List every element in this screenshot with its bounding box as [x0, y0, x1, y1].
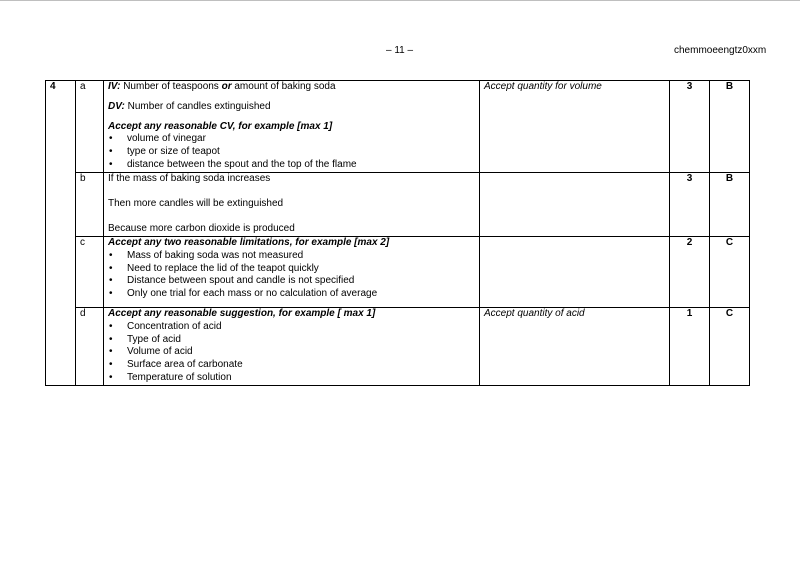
- suggestion-bullet-list: [108, 321, 475, 385]
- list-item: • type or size of teapot: [108, 146, 475, 159]
- table-row-part-d: [46, 308, 750, 386]
- level-cell-c: C: [710, 237, 750, 308]
- list-item: • Concentration of acid: [108, 321, 475, 334]
- hypothesis-because: Because more carbon dioxide is produced: [108, 222, 295, 234]
- table-row-part-a: [46, 81, 750, 173]
- list-item: • Need to replace the lid of the teapot quickly: [108, 263, 475, 276]
- marks-cell-c: 2: [670, 237, 710, 308]
- suggestion-heading: Accept any reasonable suggestion, for example [ max 1]: [108, 308, 376, 319]
- answer-cell-c: [104, 237, 480, 308]
- list-item: • Surface area of carbonate: [108, 359, 475, 372]
- list-item: • Type of acid: [108, 334, 475, 347]
- table-row-part-c: [46, 237, 750, 308]
- list-item: • volume of vinegar: [108, 133, 475, 146]
- table-row-part-b: [46, 173, 750, 237]
- answer-cell-d: [104, 308, 480, 386]
- limitations-bullet-list: [108, 250, 475, 301]
- document-code: chemmoeengtz0xxm: [674, 45, 767, 56]
- notes-cell-c: [480, 237, 670, 308]
- page-number: – 11 –: [386, 45, 414, 56]
- level-cell-d: C: [710, 308, 750, 386]
- part-label-c: c: [76, 237, 104, 308]
- answer-cell-a: [104, 81, 480, 173]
- markscheme-table: [45, 80, 750, 386]
- list-item: • Mass of baking soda was not measured: [108, 250, 475, 263]
- list-item: • Distance between spout and candle is not specified: [108, 275, 475, 288]
- page-top-border: [0, 0, 800, 1]
- independent-variable: IV: Number of teaspoons or amount of baking soda: [108, 81, 336, 92]
- level-cell-b: B: [710, 173, 750, 237]
- part-label-d: d: [76, 308, 104, 386]
- list-item: • Only one trial for each mass or no calculation of average: [108, 288, 475, 301]
- answer-cell-b: [104, 173, 480, 237]
- part-label-b: b: [76, 173, 104, 237]
- dependent-variable: DV: Number of candles extinguished: [108, 100, 271, 112]
- notes-cell-d: Accept quantity of acid: [480, 308, 670, 386]
- cv-bullet-list: [108, 133, 475, 171]
- list-item: • Temperature of solution: [108, 372, 475, 385]
- notes-cell-b: [480, 173, 670, 237]
- marks-cell-a: 3: [670, 81, 710, 173]
- hypothesis-if: If the mass of baking soda increases: [108, 173, 271, 184]
- marks-cell-b: 3: [670, 173, 710, 237]
- part-label-a: a: [76, 81, 104, 173]
- level-cell-a: B: [710, 81, 750, 173]
- list-item: • Volume of acid: [108, 346, 475, 359]
- question-number: 4: [46, 81, 76, 386]
- notes-cell-a: Accept quantity for volume: [480, 81, 670, 173]
- hypothesis-then: Then more candles will be extinguished: [108, 197, 284, 209]
- list-item: • distance between the spout and the top of the flame: [108, 159, 475, 172]
- limitations-heading: Accept any two reasonable limitations, for example [max 2]: [108, 237, 390, 248]
- marks-cell-d: 1: [670, 308, 710, 386]
- cv-heading: Accept any reasonable CV, for example [max 1]: [108, 120, 333, 132]
